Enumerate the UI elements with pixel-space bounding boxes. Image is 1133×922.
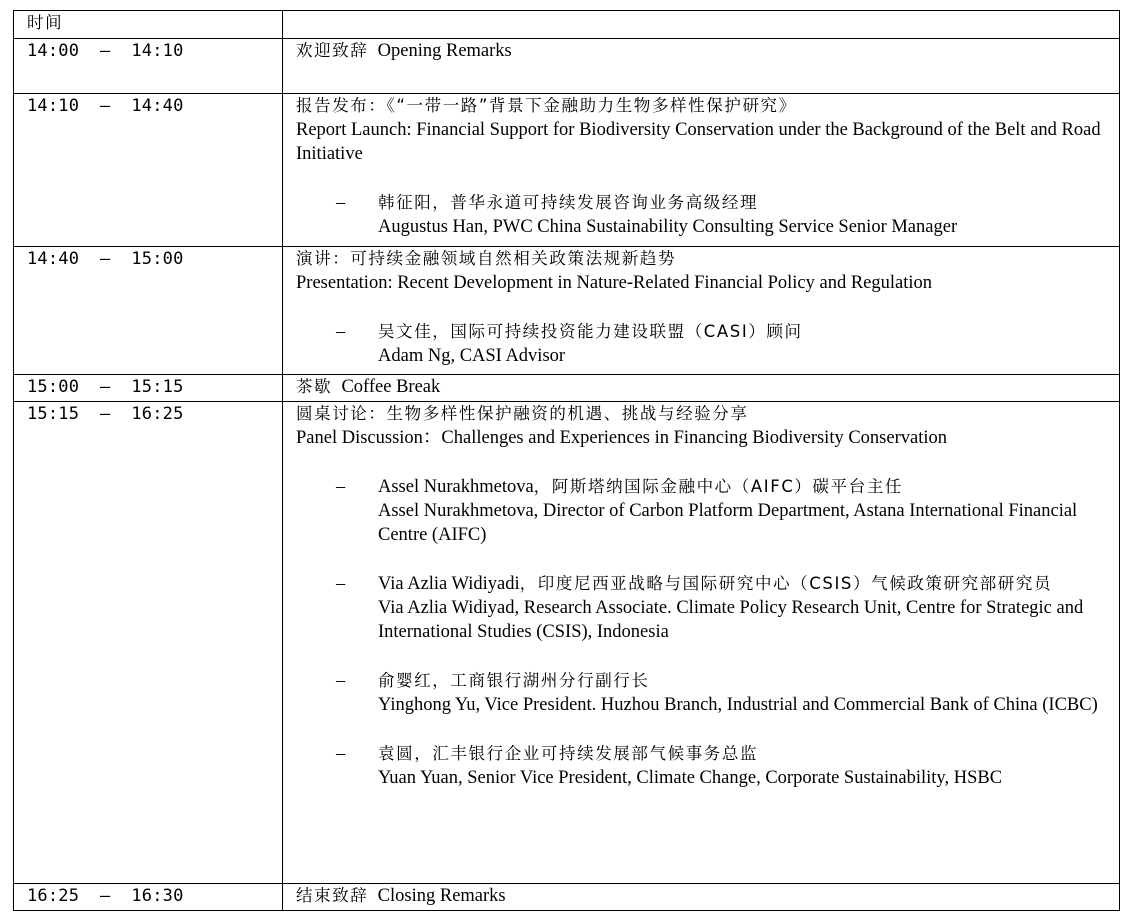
item-title-en: Report Launch: Financial Support for Biodiversity Conservation under the Background of the Belt and Road Initiative [296,120,1101,164]
speaker-entry [296,669,1111,717]
item-title-cn: 演讲：可持续金融领域自然相关政策法规新趋势 [296,249,677,268]
speaker-entry [296,475,1111,547]
table-row [14,375,1120,402]
time-cell: 16:25 – 16:30 [14,884,283,911]
speaker-cn: Via Azlia Widiyadi，印度尼西亚战略与国际研究中心（CSIS）气候政策研究部研究员 [378,574,1053,594]
list-dash: – [336,671,346,691]
time-cell: 14:40 – 15:00 [14,247,283,375]
list-dash: – [336,193,346,213]
speaker-en: Assel Nurakhmetova, Director of Carbon Platform Department, Astana International Financial Centre (AIFC) [378,501,1078,545]
item-title: 欢迎致辞 Opening Remarks [296,41,512,61]
table-row [14,94,1120,247]
speaker-en: Adam Ng, CASI Advisor [378,346,566,366]
speaker-en: Yuan Yuan, Senior Vice President, Climate Change, Corporate Sustainability, HSBC [378,768,1003,788]
item-column-header [283,11,1120,39]
list-dash: – [336,477,346,497]
speaker-en: Via Azlia Widiyad, Research Associate. Climate Policy Research Unit, Centre for Strategic and International Studies (CSIS), Indonesia [378,598,1084,642]
speaker-cn: 袁圆，汇丰银行企业可持续发展部气候事务总监 [378,744,759,763]
speaker-entry [296,742,1111,790]
item-cell [283,375,1120,402]
item-cell [283,884,1120,911]
time-cell: 14:10 – 14:40 [14,94,283,247]
time-cell: 15:15 – 16:25 [14,402,283,884]
speaker-entry [296,191,1111,239]
item-title: 结束致辞 Closing Remarks [296,886,506,906]
speaker-en: Yinghong Yu, Vice President. Huzhou Branch, Industrial and Commercial Bank of China (ICBC) [378,695,1098,715]
speaker-cn: 吴文佳，国际可持续投资能力建设联盟（CASI）顾问 [378,322,803,341]
item-title-cn: 报告发布：《“一带一路”背景下金融助力生物多样性保护研究》 [296,96,797,115]
table-row [14,247,1120,375]
table-header-row [14,11,1120,39]
time-column-header: 时间 [14,11,283,39]
item-title-en: Panel Discussion：Challenges and Experiences in Financing Biodiversity Conservation [296,428,947,448]
list-dash: – [336,322,346,342]
speaker-cn: Assel Nurakhmetova，阿斯塔纳国际金融中心（AIFC）碳平台主任 [378,477,904,497]
time-cell: 14:00 – 14:10 [14,39,283,94]
speaker-cn: 俞婴红，工商银行湖州分行副行长 [378,671,650,690]
item-title: 茶歇 Coffee Break [296,377,441,397]
table-row [14,39,1120,94]
time-cell: 15:00 – 15:15 [14,375,283,402]
table-row [14,402,1120,884]
item-cell [283,402,1120,884]
agenda-table [13,10,1120,911]
item-cell [283,94,1120,247]
list-dash: – [336,744,346,764]
speaker-entry [296,320,1111,368]
table-row [14,884,1120,911]
speaker-entry [296,572,1111,644]
item-cell [283,39,1120,94]
speaker-en: Augustus Han, PWC China Sustainability Consulting Service Senior Manager [378,217,958,237]
item-title-cn: 圆桌讨论：生物多样性保护融资的机遇、挑战与经验分享 [296,404,749,423]
speaker-cn: 韩征阳，普华永道可持续发展咨询业务高级经理 [378,193,759,212]
list-dash: – [336,574,346,594]
item-cell [283,247,1120,375]
item-title-en: Presentation: Recent Development in Nature-Related Financial Policy and Regulation [296,273,933,293]
